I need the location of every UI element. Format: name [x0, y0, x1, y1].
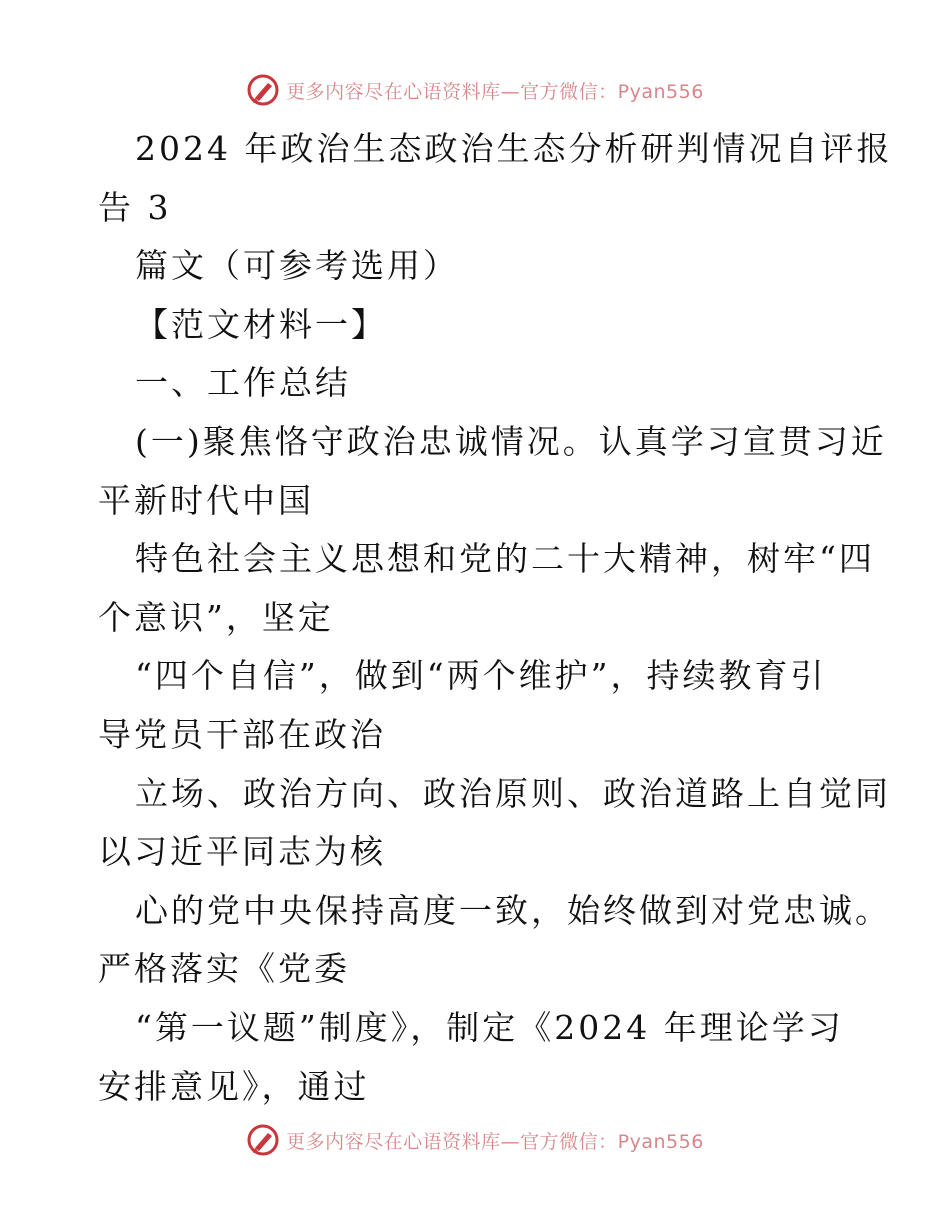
paragraph-line: 个意识”，坚定 — [98, 597, 334, 637]
banner-site-text: 更多内容尽在心语资料库 — [286, 80, 501, 103]
title-line-1: 2024 年政治生态政治生态分析研判情况自评报 — [135, 129, 893, 168]
paragraph-line: 严格落实《党委 — [98, 949, 350, 989]
pen-logo-icon — [246, 1123, 280, 1157]
paragraph-line: 以习近平同志为核 — [98, 832, 386, 872]
footer-banner — [0, 1120, 950, 1160]
paragraph-line: “第一议题”制度》，制定《2024 年理论学习 — [135, 1007, 844, 1047]
banner-site-text: 更多内容尽在心语资料库 — [286, 1130, 501, 1153]
section-label: 【范文材料一】 — [135, 304, 387, 344]
banner-separator: — — [500, 1130, 521, 1153]
pen-logo-icon — [246, 73, 280, 107]
paragraph-line: 心的党中央保持高度一致，始终做到对党忠诚。 — [135, 890, 891, 930]
banner-separator: — — [500, 80, 521, 103]
banner-wechat-text: 官方微信：Pyan556 — [520, 80, 704, 103]
header-banner — [0, 70, 950, 110]
paragraph-line: 导党员干部在政治 — [98, 714, 386, 754]
heading-work-summary: 一、工作总结 — [135, 363, 351, 403]
banner-text — [286, 1127, 704, 1154]
subtitle-line: 篇文（可参考选用） — [135, 246, 459, 286]
title-line-2: 告 3 — [98, 187, 172, 227]
paragraph-line: “四个自信”，做到“两个维护”，持续教育引 — [135, 656, 827, 696]
banner-wechat-text: 官方微信：Pyan556 — [520, 1130, 704, 1153]
paragraph-line: 立场、政治方向、政治原则、政治道路上自觉同 — [135, 773, 891, 813]
paragraph-line: 平新时代中国 — [98, 480, 314, 520]
document-body — [98, 120, 893, 1116]
paragraph-line: 特色社会主义思想和党的二十大精神，树牢“四 — [135, 539, 875, 579]
paragraph-line: 安排意见》，通过 — [98, 1066, 370, 1106]
paragraph-line: (一)聚焦恪守政治忠诚情况。认真学习宣贯习近 — [135, 421, 887, 461]
banner-text — [286, 77, 704, 104]
